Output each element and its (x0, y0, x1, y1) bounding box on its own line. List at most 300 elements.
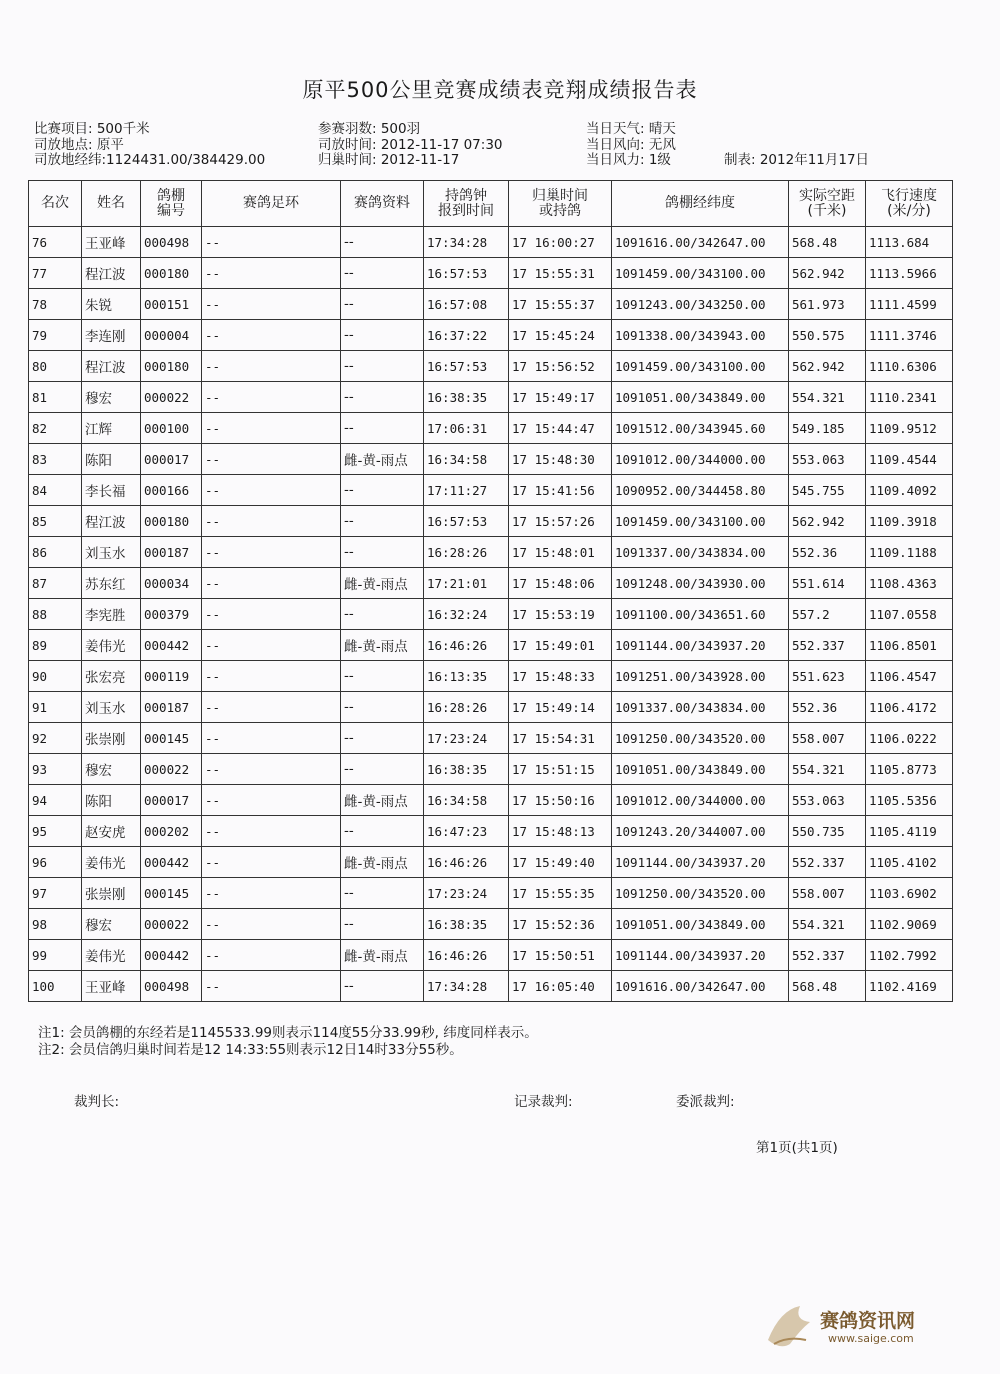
table-cell: 1091459.00/343100.00 (612, 351, 789, 382)
table-cell: 雌-黄-雨点 (341, 940, 424, 971)
table-cell: 1106.8501 (866, 630, 953, 661)
table-cell: -- (341, 599, 424, 630)
table-cell: 1113.684 (866, 227, 953, 258)
table-row (29, 971, 953, 1002)
table-cell: 000151 (141, 289, 202, 320)
table-cell: -- (202, 320, 341, 351)
table-cell: 程江波 (82, 258, 141, 289)
table-cell: 17 15:44:47 (509, 413, 612, 444)
table-cell: 17 16:05:40 (509, 971, 612, 1002)
table-cell: 550.575 (789, 320, 866, 351)
chief-referee-label: 裁判长: (74, 1094, 120, 1110)
table-cell: 86 (29, 537, 82, 568)
table-cell: 1109.4544 (866, 444, 953, 475)
table-cell: 558.007 (789, 878, 866, 909)
table-cell: 1113.5966 (866, 258, 953, 289)
pigeon-icon (760, 1300, 820, 1356)
table-cell: 000022 (141, 754, 202, 785)
table-cell: -- (202, 568, 341, 599)
table-row (29, 847, 953, 878)
table-cell: 568.48 (789, 227, 866, 258)
table-cell: 刘玉水 (82, 537, 141, 568)
table-cell: 552.337 (789, 847, 866, 878)
table-cell: -- (341, 754, 424, 785)
table-cell: -- (341, 413, 424, 444)
column-header: 赛鸽足环 (202, 181, 341, 227)
table-cell: 17 15:45:24 (509, 320, 612, 351)
table-cell: 552.337 (789, 940, 866, 971)
table-cell: 000379 (141, 599, 202, 630)
table-cell: 16:28:26 (424, 692, 509, 723)
table-body (29, 227, 953, 1002)
report-title: 原平500公里竞赛成绩表竞翔成绩报告表 (302, 78, 698, 102)
column-header: 姓名 (82, 181, 141, 227)
table-cell: -- (202, 413, 341, 444)
info-line: 当日风向: 无风 (586, 136, 676, 153)
table-row (29, 413, 953, 444)
table-row (29, 227, 953, 258)
table-row (29, 723, 953, 754)
table-cell: 16:57:53 (424, 351, 509, 382)
info-line: 比赛项目: 500千米 (34, 121, 150, 137)
table-cell: 17:11:27 (424, 475, 509, 506)
table-cell: 17 15:48:30 (509, 444, 612, 475)
note-1: 注1: 会员鸽棚的东经若是1145533.99则表示114度55分33.99秒, 纬度同样表示。 (38, 1025, 538, 1041)
table-cell: -- (202, 723, 341, 754)
table-cell: 553.063 (789, 444, 866, 475)
table-cell: 81 (29, 382, 82, 413)
table-cell: 16:34:58 (424, 444, 509, 475)
table-cell: 000145 (141, 723, 202, 754)
table-cell: 1091243.20/344007.00 (612, 816, 789, 847)
table-cell: 1091338.00/343943.00 (612, 320, 789, 351)
table-cell: 16:46:26 (424, 630, 509, 661)
table-cell: 1107.0558 (866, 599, 953, 630)
table-cell: 000498 (141, 227, 202, 258)
table-cell: 16:57:53 (424, 258, 509, 289)
table-row (29, 568, 953, 599)
table-cell: -- (202, 630, 341, 661)
table-cell: 张崇刚 (82, 723, 141, 754)
table-row (29, 351, 953, 382)
table-cell: 1091616.00/342647.00 (612, 227, 789, 258)
table-cell: 17:34:28 (424, 227, 509, 258)
table-cell: 000145 (141, 878, 202, 909)
table-cell: 姜伟光 (82, 940, 141, 971)
table-cell: 姜伟光 (82, 847, 141, 878)
table-cell: 姜伟光 (82, 630, 141, 661)
table-cell: 16:47:23 (424, 816, 509, 847)
table-cell: 562.942 (789, 351, 866, 382)
column-header: 鸽棚 编号 (141, 181, 202, 227)
table-cell: -- (341, 909, 424, 940)
table-row (29, 382, 953, 413)
table-cell: 17:06:31 (424, 413, 509, 444)
info-line: 当日风力: 1级 (586, 152, 671, 168)
table-cell: -- (341, 227, 424, 258)
info-line: 归巢时间: 2012-11-17 (318, 152, 460, 168)
results-table (28, 180, 953, 1002)
table-cell: 000017 (141, 444, 202, 475)
table-cell: -- (202, 258, 341, 289)
table-cell: 000017 (141, 785, 202, 816)
table-cell: 1091144.00/343937.20 (612, 630, 789, 661)
table-cell: 1106.4547 (866, 661, 953, 692)
info-column-2 (318, 122, 503, 169)
table-cell: 朱锐 (82, 289, 141, 320)
table-cell: 17 15:49:14 (509, 692, 612, 723)
table-cell: 1091616.00/342647.00 (612, 971, 789, 1002)
table-row (29, 320, 953, 351)
table-cell: 17 15:51:15 (509, 754, 612, 785)
notes (38, 1025, 538, 1059)
table-cell: -- (202, 351, 341, 382)
table-cell: 1091012.00/344000.00 (612, 785, 789, 816)
table-cell: 赵安虎 (82, 816, 141, 847)
table-cell: -- (341, 351, 424, 382)
table-cell: 558.007 (789, 723, 866, 754)
table-cell: 穆宏 (82, 909, 141, 940)
table-row (29, 692, 953, 723)
table-cell: 551.623 (789, 661, 866, 692)
table-cell: 17 15:55:35 (509, 878, 612, 909)
table-cell: 江辉 (82, 413, 141, 444)
table-cell: 000004 (141, 320, 202, 351)
table-cell: 000442 (141, 847, 202, 878)
table-cell: -- (341, 258, 424, 289)
column-header: 鸽棚经纬度 (612, 181, 789, 227)
table-cell: 1109.1188 (866, 537, 953, 568)
table-cell: 1090952.00/344458.80 (612, 475, 789, 506)
table-cell: -- (341, 971, 424, 1002)
table-cell: 79 (29, 320, 82, 351)
table-cell: 1110.2341 (866, 382, 953, 413)
table-cell: 17 15:53:19 (509, 599, 612, 630)
table-cell: 549.185 (789, 413, 866, 444)
table-cell: 16:57:53 (424, 506, 509, 537)
made-date: 制表: 2012年11月17日 (724, 152, 870, 168)
table-cell: 1091337.00/343834.00 (612, 537, 789, 568)
table-cell: -- (202, 537, 341, 568)
table-cell: -- (341, 506, 424, 537)
watermark-text: 赛鸽资讯网 (820, 1310, 916, 1332)
table-cell: 000442 (141, 630, 202, 661)
table-cell: 陈阳 (82, 444, 141, 475)
table-cell: 16:37:22 (424, 320, 509, 351)
info-line: 司放地点: 原平 (34, 136, 124, 153)
table-cell: 557.2 (789, 599, 866, 630)
info-line: 当日天气: 晴天 (586, 121, 676, 137)
table-cell: 1106.4172 (866, 692, 953, 723)
table-row (29, 816, 953, 847)
table-cell: 16:13:35 (424, 661, 509, 692)
table-cell: 17 15:50:51 (509, 940, 612, 971)
table-row (29, 630, 953, 661)
table-cell: 17 15:48:06 (509, 568, 612, 599)
table-cell: 1091459.00/343100.00 (612, 258, 789, 289)
table-cell: 554.321 (789, 382, 866, 413)
table-cell: 雌-黄-雨点 (341, 568, 424, 599)
table-cell: 87 (29, 568, 82, 599)
watermark-logo (760, 1300, 990, 1360)
table-cell: 17:23:24 (424, 878, 509, 909)
table-cell: 1109.3918 (866, 506, 953, 537)
table-row (29, 754, 953, 785)
table-cell: 1102.9069 (866, 909, 953, 940)
table-cell: 000180 (141, 351, 202, 382)
table-cell: 1091012.00/344000.00 (612, 444, 789, 475)
table-cell: 17:34:28 (424, 971, 509, 1002)
table-cell: -- (202, 878, 341, 909)
delegate-referee-label: 委派裁判: (676, 1094, 735, 1110)
table-cell: -- (341, 723, 424, 754)
table-cell: 000100 (141, 413, 202, 444)
table-cell: 552.36 (789, 692, 866, 723)
table-cell: -- (202, 754, 341, 785)
table-cell: 王亚峰 (82, 227, 141, 258)
table-cell: 17:23:24 (424, 723, 509, 754)
table-cell: 17 15:49:40 (509, 847, 612, 878)
table-cell: 1103.6902 (866, 878, 953, 909)
table-cell: 89 (29, 630, 82, 661)
table-cell: 000187 (141, 692, 202, 723)
table-cell: 17 15:56:52 (509, 351, 612, 382)
table-cell: -- (202, 506, 341, 537)
table-cell: 王亚峰 (82, 971, 141, 1002)
table-cell: 穆宏 (82, 754, 141, 785)
table-cell: 94 (29, 785, 82, 816)
table-cell: 568.48 (789, 971, 866, 1002)
table-cell: 553.063 (789, 785, 866, 816)
table-cell: 84 (29, 475, 82, 506)
table-cell: 雌-黄-雨点 (341, 444, 424, 475)
table-cell: -- (202, 289, 341, 320)
table-cell: -- (202, 692, 341, 723)
table-cell: -- (341, 816, 424, 847)
table-cell: 16:38:35 (424, 754, 509, 785)
table-cell: 程江波 (82, 506, 141, 537)
column-header: 赛鸽资料 (341, 181, 424, 227)
page-number: 第1页(共1页) (756, 1140, 838, 1156)
table-cell: -- (341, 692, 424, 723)
table-cell: 000034 (141, 568, 202, 599)
table-cell: -- (202, 847, 341, 878)
table-cell: 545.755 (789, 475, 866, 506)
column-header: 名次 (29, 181, 82, 227)
table-cell: 000119 (141, 661, 202, 692)
table-cell: 刘玉水 (82, 692, 141, 723)
info-column-1 (34, 122, 265, 169)
table-cell: 554.321 (789, 909, 866, 940)
table-cell: 1105.4102 (866, 847, 953, 878)
table-cell: -- (341, 537, 424, 568)
table-cell: -- (202, 909, 341, 940)
table-row (29, 258, 953, 289)
table-cell: 1091051.00/343849.00 (612, 382, 789, 413)
table-cell: -- (341, 289, 424, 320)
table-cell: 雌-黄-雨点 (341, 847, 424, 878)
table-cell: 雌-黄-雨点 (341, 785, 424, 816)
table-row (29, 444, 953, 475)
column-header: 飞行速度 (米/分) (866, 181, 953, 227)
table-cell: 77 (29, 258, 82, 289)
table-cell: 程江波 (82, 351, 141, 382)
table-cell: 95 (29, 816, 82, 847)
table-cell: 1091051.00/343849.00 (612, 909, 789, 940)
table-cell: -- (202, 444, 341, 475)
table-row (29, 785, 953, 816)
table-cell: -- (202, 599, 341, 630)
table-cell: 92 (29, 723, 82, 754)
table-cell: -- (202, 661, 341, 692)
table-cell: 李长福 (82, 475, 141, 506)
table-cell: 78 (29, 289, 82, 320)
table-cell: 李连刚 (82, 320, 141, 351)
table-cell: -- (202, 227, 341, 258)
watermark-url: www.saige.com (828, 1332, 914, 1345)
table-cell: 85 (29, 506, 82, 537)
table-cell: 17 15:49:17 (509, 382, 612, 413)
table-cell: 561.973 (789, 289, 866, 320)
table-cell: 1111.4599 (866, 289, 953, 320)
table-cell: 554.321 (789, 754, 866, 785)
table-cell: 93 (29, 754, 82, 785)
table-cell: 李宪胜 (82, 599, 141, 630)
column-header: 持鸽钟 报到时间 (424, 181, 509, 227)
table-cell: 雌-黄-雨点 (341, 630, 424, 661)
table-cell: 张宏亮 (82, 661, 141, 692)
table-cell: 1109.9512 (866, 413, 953, 444)
table-row (29, 289, 953, 320)
recorder-referee-label: 记录裁判: (514, 1094, 573, 1110)
table-cell: 000442 (141, 940, 202, 971)
table-row (29, 909, 953, 940)
table-cell: 16:46:26 (424, 940, 509, 971)
table-cell: 98 (29, 909, 82, 940)
table-cell: -- (202, 475, 341, 506)
table-cell: 91 (29, 692, 82, 723)
table-cell: 17 15:57:26 (509, 506, 612, 537)
table-cell: 550.735 (789, 816, 866, 847)
table-cell: 000180 (141, 258, 202, 289)
table-cell: 16:57:08 (424, 289, 509, 320)
table-cell: 90 (29, 661, 82, 692)
table-cell: 1091248.00/343930.00 (612, 568, 789, 599)
table-cell: 97 (29, 878, 82, 909)
table-cell: 17 15:55:31 (509, 258, 612, 289)
table-row (29, 661, 953, 692)
table-cell: 1091459.00/343100.00 (612, 506, 789, 537)
table-cell: 张崇刚 (82, 878, 141, 909)
table-cell: 苏东红 (82, 568, 141, 599)
table-cell: 1091250.00/343520.00 (612, 723, 789, 754)
table-cell: 000187 (141, 537, 202, 568)
table-cell: 17 16:00:27 (509, 227, 612, 258)
table-cell: 96 (29, 847, 82, 878)
table-cell: 17 15:48:33 (509, 661, 612, 692)
table-cell: 1111.3746 (866, 320, 953, 351)
table-cell: 562.942 (789, 258, 866, 289)
table-cell: 16:38:35 (424, 382, 509, 413)
table-cell: 陈阳 (82, 785, 141, 816)
info-line: 司放时间: 2012-11-17 07:30 (318, 136, 503, 153)
table-cell: 552.337 (789, 630, 866, 661)
table-cell: -- (341, 475, 424, 506)
table-cell: 1102.7992 (866, 940, 953, 971)
table-cell: 99 (29, 940, 82, 971)
table-cell: 000022 (141, 909, 202, 940)
table-cell: 76 (29, 227, 82, 258)
table-row (29, 940, 953, 971)
table-cell: 17 15:48:01 (509, 537, 612, 568)
table-cell: 83 (29, 444, 82, 475)
table-cell: 1091051.00/343849.00 (612, 754, 789, 785)
info-column-3 (586, 122, 676, 169)
table-cell: 000166 (141, 475, 202, 506)
table-cell: 17 15:55:37 (509, 289, 612, 320)
table-cell: -- (341, 320, 424, 351)
table-cell: 1091243.00/343250.00 (612, 289, 789, 320)
column-header: 实际空距 (千米) (789, 181, 866, 227)
table-cell: -- (202, 816, 341, 847)
table-cell: 1108.4363 (866, 568, 953, 599)
note-2: 注2: 会员信鸽归巢时间若是12 14:33:55则表示12日14时33分55秒。 (38, 1042, 463, 1058)
table-cell: -- (202, 382, 341, 413)
table-cell: 1091251.00/343928.00 (612, 661, 789, 692)
table-cell: 16:28:26 (424, 537, 509, 568)
table-cell: 88 (29, 599, 82, 630)
table-cell: -- (341, 382, 424, 413)
table-cell: 1091337.00/343834.00 (612, 692, 789, 723)
column-header: 归巢时间 或持鸽 (509, 181, 612, 227)
table-cell: 000022 (141, 382, 202, 413)
info-line: 司放地经纬:1124431.00/384429.00 (34, 152, 266, 168)
table-row (29, 506, 953, 537)
table-row (29, 599, 953, 630)
table-cell: 17 15:49:01 (509, 630, 612, 661)
table-cell: 16:34:58 (424, 785, 509, 816)
table-cell: -- (202, 940, 341, 971)
table-cell: 000498 (141, 971, 202, 1002)
table-cell: 1102.4169 (866, 971, 953, 1002)
table-cell: 552.36 (789, 537, 866, 568)
table-cell: 1105.8773 (866, 754, 953, 785)
table-cell: 000202 (141, 816, 202, 847)
table-cell: 551.614 (789, 568, 866, 599)
table-cell: -- (202, 785, 341, 816)
table-row (29, 878, 953, 909)
table-cell: 562.942 (789, 506, 866, 537)
table-cell: 16:46:26 (424, 847, 509, 878)
table-cell: -- (341, 878, 424, 909)
table-cell: 1091100.00/343651.60 (612, 599, 789, 630)
table-cell: 17 15:54:31 (509, 723, 612, 754)
table-cell: 1106.0222 (866, 723, 953, 754)
table-cell: -- (341, 661, 424, 692)
table-cell: 1105.5356 (866, 785, 953, 816)
table-cell: 穆宏 (82, 382, 141, 413)
table-cell: -- (202, 971, 341, 1002)
table-cell: 1091144.00/343937.20 (612, 847, 789, 878)
table-cell: 17:21:01 (424, 568, 509, 599)
table-cell: 1091144.00/343937.20 (612, 940, 789, 971)
table-cell: 100 (29, 971, 82, 1002)
table-cell: 1091512.00/343945.60 (612, 413, 789, 444)
table-cell: 17 15:50:16 (509, 785, 612, 816)
table-cell: 17 15:41:56 (509, 475, 612, 506)
table-cell: 17 15:48:13 (509, 816, 612, 847)
table-cell: 1109.4092 (866, 475, 953, 506)
